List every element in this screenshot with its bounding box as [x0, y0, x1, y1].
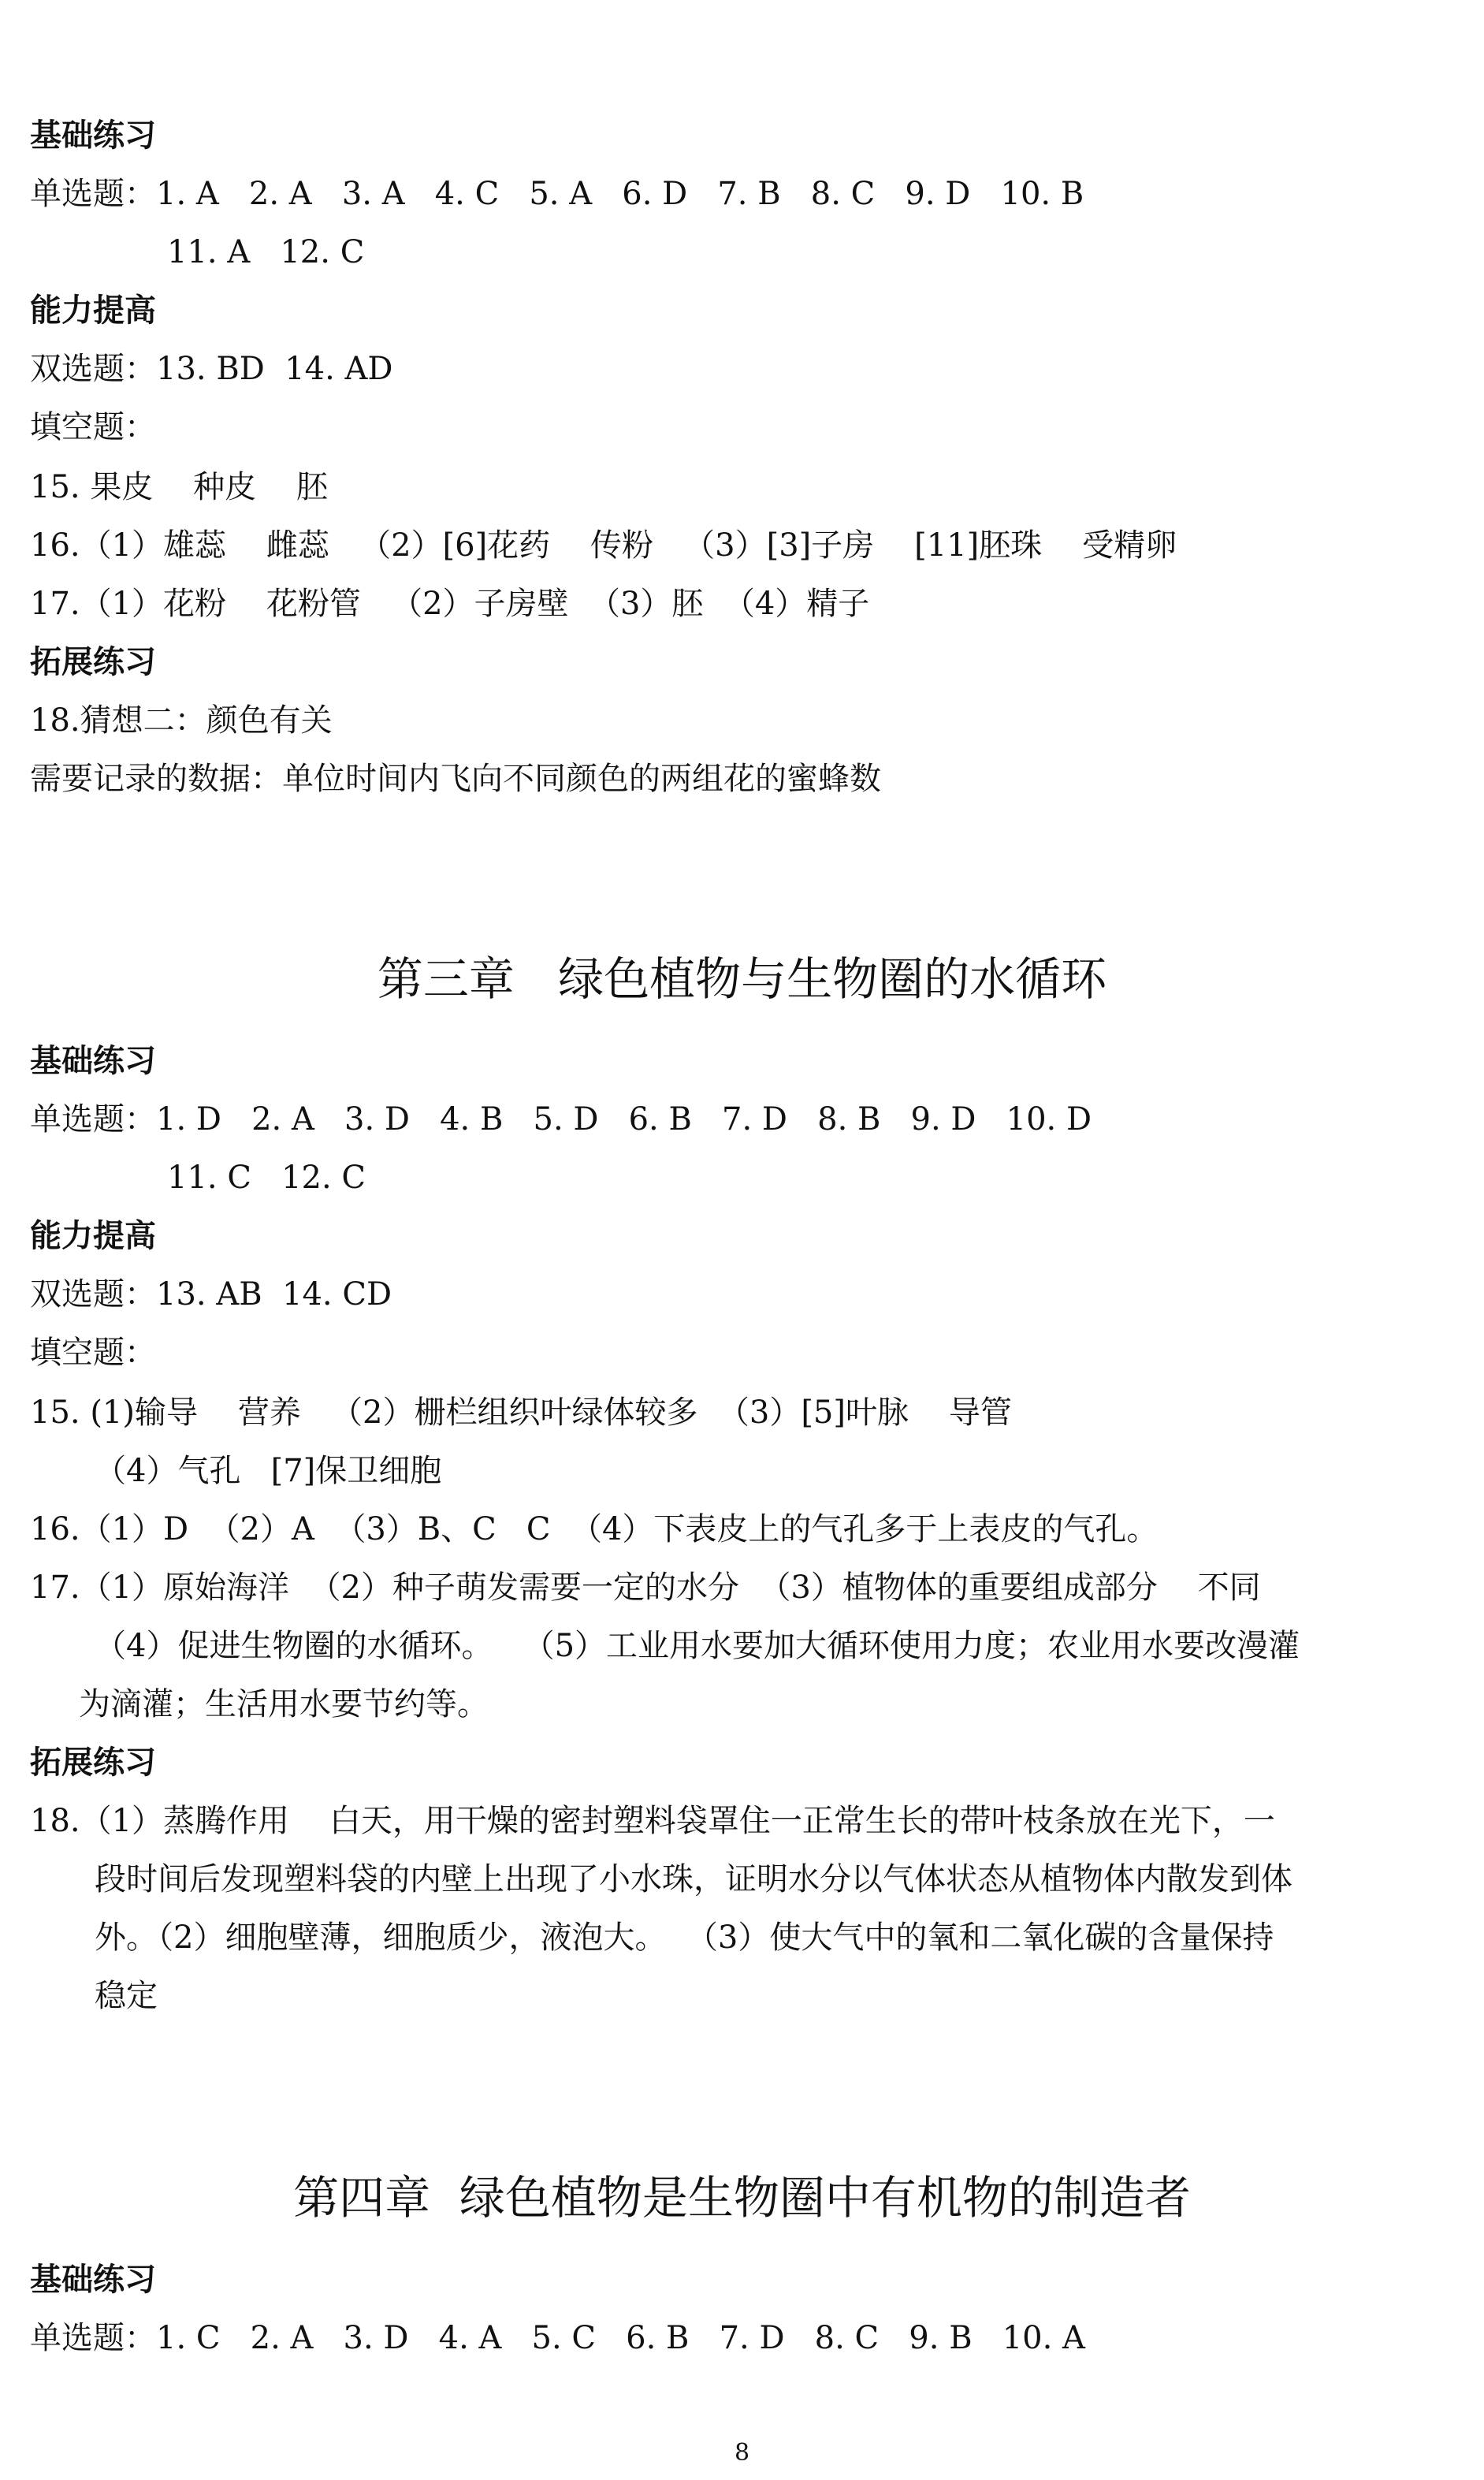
answer-q17: 17.（1）原始海洋 （2）种子萌发需要一定的水分 （3）植物体的重要组成部分 不同 [30, 1570, 1261, 1606]
fill-blank-label: 填空题： [30, 1335, 156, 1371]
heading-ability-improve: 能力提高 [30, 1218, 156, 1254]
answer-q18-cont: 外。（2）细胞壁薄，细胞质少，液泡大。 （3）使大气中的氧和二氧化碳的含量保持 [95, 1920, 1274, 1956]
page-number: 8 [734, 2439, 750, 2467]
heading-extension-practice: 拓展练习 [30, 1745, 156, 1781]
answer-q16: 16.（1）D （2）A （3）B、C C （4）下表皮上的气孔多于上表皮的气孔。 [30, 1511, 1159, 1547]
answer-q17: 17.（1）花粉 花粉管 （2）子房壁 （3）胚 （4）精子 [30, 586, 870, 622]
single-choice-answers: 单选题：1. C 2. A 3. D 4. A 5. C 6. B 7. D 8. C 9. B 10. A [30, 2320, 1085, 2356]
chapter-4-title: 第四章 绿色植物是生物圈中有机物的制造者 [293, 2171, 1191, 2225]
answer-q18: 18.猜想二：颜色有关 [30, 702, 333, 739]
answer-q18-data: 需要记录的数据：单位时间内飞向不同颜色的两组花的蜜蜂数 [30, 761, 881, 797]
answer-q17-cont: （4）促进生物圈的水循环。 （5）工业用水要加大循环使用力度；农业用水要改漫灌 [95, 1628, 1300, 1664]
answer-q18-cont: 段时间后发现塑料袋的内壁上出现了小水珠，证明水分以气体状态从植物体内散发到体 [95, 1861, 1292, 1897]
single-choice-answers: 单选题：1. A 2. A 3. A 4. C 5. A 6. D 7. B 8. C 9. D 10. B [30, 176, 1084, 212]
heading-extension-practice: 拓展练习 [30, 644, 156, 680]
single-choice-answers-cont: 11. C 12. C [167, 1160, 366, 1196]
heading-basic-practice: 基础练习 [30, 1043, 156, 1079]
double-choice-answers: 双选题：13. AB 14. CD [30, 1276, 392, 1313]
heading-basic-practice: 基础练习 [30, 2262, 156, 2298]
answer-q15-cont: （4）气孔 [7]保卫细胞 [95, 1453, 442, 1489]
answer-q18-cont: 稳定 [95, 1978, 158, 2014]
single-choice-answers-cont: 11. A 12. C [167, 234, 365, 270]
answer-q15: 15. (1)输导 营养 （2）栅栏组织叶绿体较多 （3）[5]叶脉 导管 [30, 1395, 1012, 1431]
answer-q15: 15. 果皮 种皮 胚 [30, 469, 329, 505]
answer-q18: 18.（1）蒸腾作用 白天，用干燥的密封塑料袋罩住一正常生长的带叶枝条放在光下，一 [30, 1803, 1275, 1839]
double-choice-answers: 双选题：13. BD 14. AD [30, 351, 393, 387]
heading-basic-practice: 基础练习 [30, 117, 156, 154]
answer-q16: 16.（1）雄蕊 雌蕊 （2）[6]花药 传粉 （3）[3]子房 [11]胚珠 受精卵 [30, 527, 1177, 564]
fill-blank-label: 填空题： [30, 409, 156, 445]
chapter-3-title: 第三章 绿色植物与生物圈的水循环 [377, 952, 1107, 1006]
single-choice-answers: 单选题：1. D 2. A 3. D 4. B 5. D 6. B 7. D 8. B 9. D 10. D [30, 1101, 1092, 1138]
heading-ability-improve: 能力提高 [30, 292, 156, 329]
answer-q17-cont: 为滴灌；生活用水要节约等。 [79, 1686, 489, 1722]
